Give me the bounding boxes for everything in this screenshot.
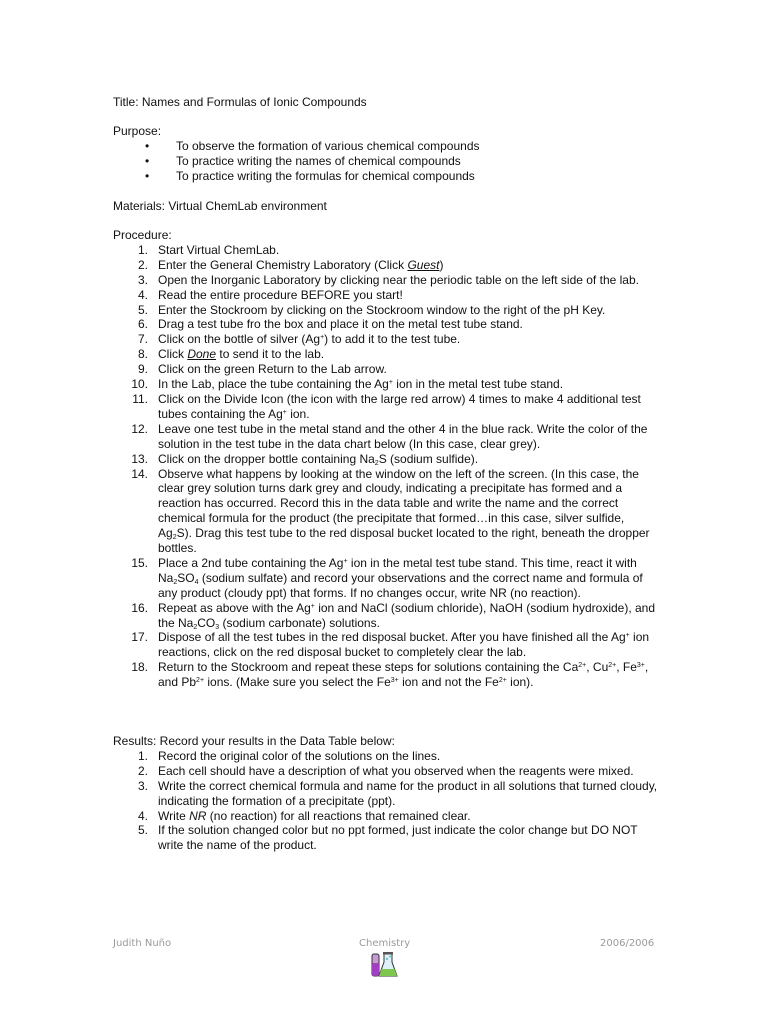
- procedure-step: 18. Return to the Stockroom and repeat these steps for solutions containing the $Ca^{2+}$, $Cu^{2+}$, $Fe^{3+}$, and $Pb^{2+}$ ions. (Make sure you select the $Fe^{3+}$ ion and not the $Fe^{2+}$ ion).: [131, 660, 649, 690]
- purpose-list: [113, 139, 658, 184]
- results-section: [113, 734, 658, 853]
- footer-subject: Chemistry: [359, 938, 411, 949]
- procedure-step: 14. Observe what happens by looking at the window on the left of the screen. (In this case, the clear grey solution turns dark grey and cloudy, indicating a precipitate has formed and a reaction has occurred. Record this in the data table and write the name and the correct chemical formula for the product (the precipitate that formed…in this case, silver sulfide, $Ag_2S$). Drag this test tube to the red disposal bucket located to the right, beneath the dropper bottles.: [131, 466, 650, 556]
- procedure-step: 2. Enter the General Chemistry Laboratory (Click Guest): [137, 257, 444, 272]
- footer-year: 2006/2006: [600, 938, 655, 949]
- bullet-icon: •: [145, 153, 150, 168]
- done-link: Done: [187, 347, 217, 362]
- footer-author: Judith Nuño: [113, 938, 172, 949]
- procedure-label: Procedure:: [113, 228, 172, 242]
- procedure-step: 7. Click on the bottle of silver (Ag+) to add it to the test tube.: [137, 332, 461, 347]
- procedure-step: 8. Click Done to send it to the lab.: [137, 347, 325, 362]
- results-list: [113, 749, 658, 853]
- procedure-step: 16. Repeat as above with the Ag+ ion and NaCl (sodium chloride), NaOH (sodium hydroxide), and the $Na_2CO_3$ (sodium carbonate) solutions.: [131, 600, 656, 631]
- procedure-step: 15. Place a 2nd tube containing the Ag+ ion in the metal test tube stand. This time, react it with $Na_2SO_4$ (sodium sulfate) and record your observations and the correct name and formula of any product (cloudy ppt) that forms. If no changes occur, write NR (no reaction).: [131, 555, 643, 600]
- document-title: Title: Names and Formulas of Ionic Compounds: [113, 95, 367, 109]
- purpose-section: [113, 124, 658, 184]
- procedure-list: [113, 243, 658, 690]
- purpose-item: • To practice writing the names of chemical compounds: [145, 153, 461, 168]
- results-item: 2. Each cell should have a description of what you observed when the reagents were mixed.: [137, 763, 634, 778]
- bullet-icon: •: [145, 168, 150, 183]
- procedure-step: 12. Leave one test tube in the metal stand and the other 4 in the blue rack. Write the color of the solution in the test tube in the data chart below (In this case, clear grey).: [131, 421, 648, 451]
- procedure-step: 10. In the Lab, place the tube containing the Ag+ ion in the metal test tube stand.: [131, 377, 564, 392]
- purpose-item: • To practice writing the formulas for chemical compounds: [145, 168, 475, 183]
- results-item: 1. Record the original color of the solutions on the lines.: [137, 748, 441, 763]
- results-item: 4. Write NR (no reaction) for all reactions that remained clear.: [137, 808, 471, 823]
- purpose-item: • To observe the formation of various chemical compounds: [145, 138, 480, 153]
- chemistry-flask-icon: [369, 950, 401, 978]
- guest-link: Guest: [407, 257, 440, 272]
- procedure-step: 6. Drag a test tube fro the box and place it on the metal test tube stand.: [137, 317, 523, 332]
- results-label: Results: Record your results in the Data Table below:: [113, 734, 395, 748]
- procedure-step: 3. Open the Inorganic Laboratory by clicking near the periodic table on the left side of the lab.: [137, 272, 639, 287]
- procedure-section: [113, 228, 658, 690]
- procedure-step: 1. Start Virtual ChemLab.: [137, 242, 280, 257]
- procedure-step: 9. Click on the green Return to the Lab arrow.: [137, 362, 387, 377]
- purpose-label: Purpose:: [113, 124, 162, 138]
- procedure-step: 4. Read the entire procedure BEFORE you start!: [137, 287, 403, 302]
- bullet-icon: •: [145, 138, 150, 153]
- procedure-step: 11. Click on the Divide Icon (the icon with the large red arrow) 4 times to make 4 additional test tubes containing the Ag+ ion.: [132, 391, 641, 421]
- procedure-step: 5. Enter the Stockroom by clicking on the Stockroom window to the right of the pH Key.: [137, 302, 606, 317]
- procedure-step: 13. Click on the dropper bottle containing $Na_2S$ (sodium sulfide).: [131, 451, 479, 467]
- results-item: 3. Write the correct chemical formula and name for the product in all solutions that turned cloudy, indicating the formation of a precipitate (ppt).: [137, 778, 658, 808]
- materials-line: Materials: Virtual ChemLab environment: [113, 199, 327, 213]
- results-item: 5. If the solution changed color but no ppt formed, just indicate the color change but DO NOT write the name of the product.: [137, 823, 638, 853]
- procedure-step: 17. Dispose of all the test tubes in the red disposal bucket. After you have finished all the Ag+ ion reactions, click on the red disposal bucket to completely clear the lab.: [131, 630, 650, 660]
